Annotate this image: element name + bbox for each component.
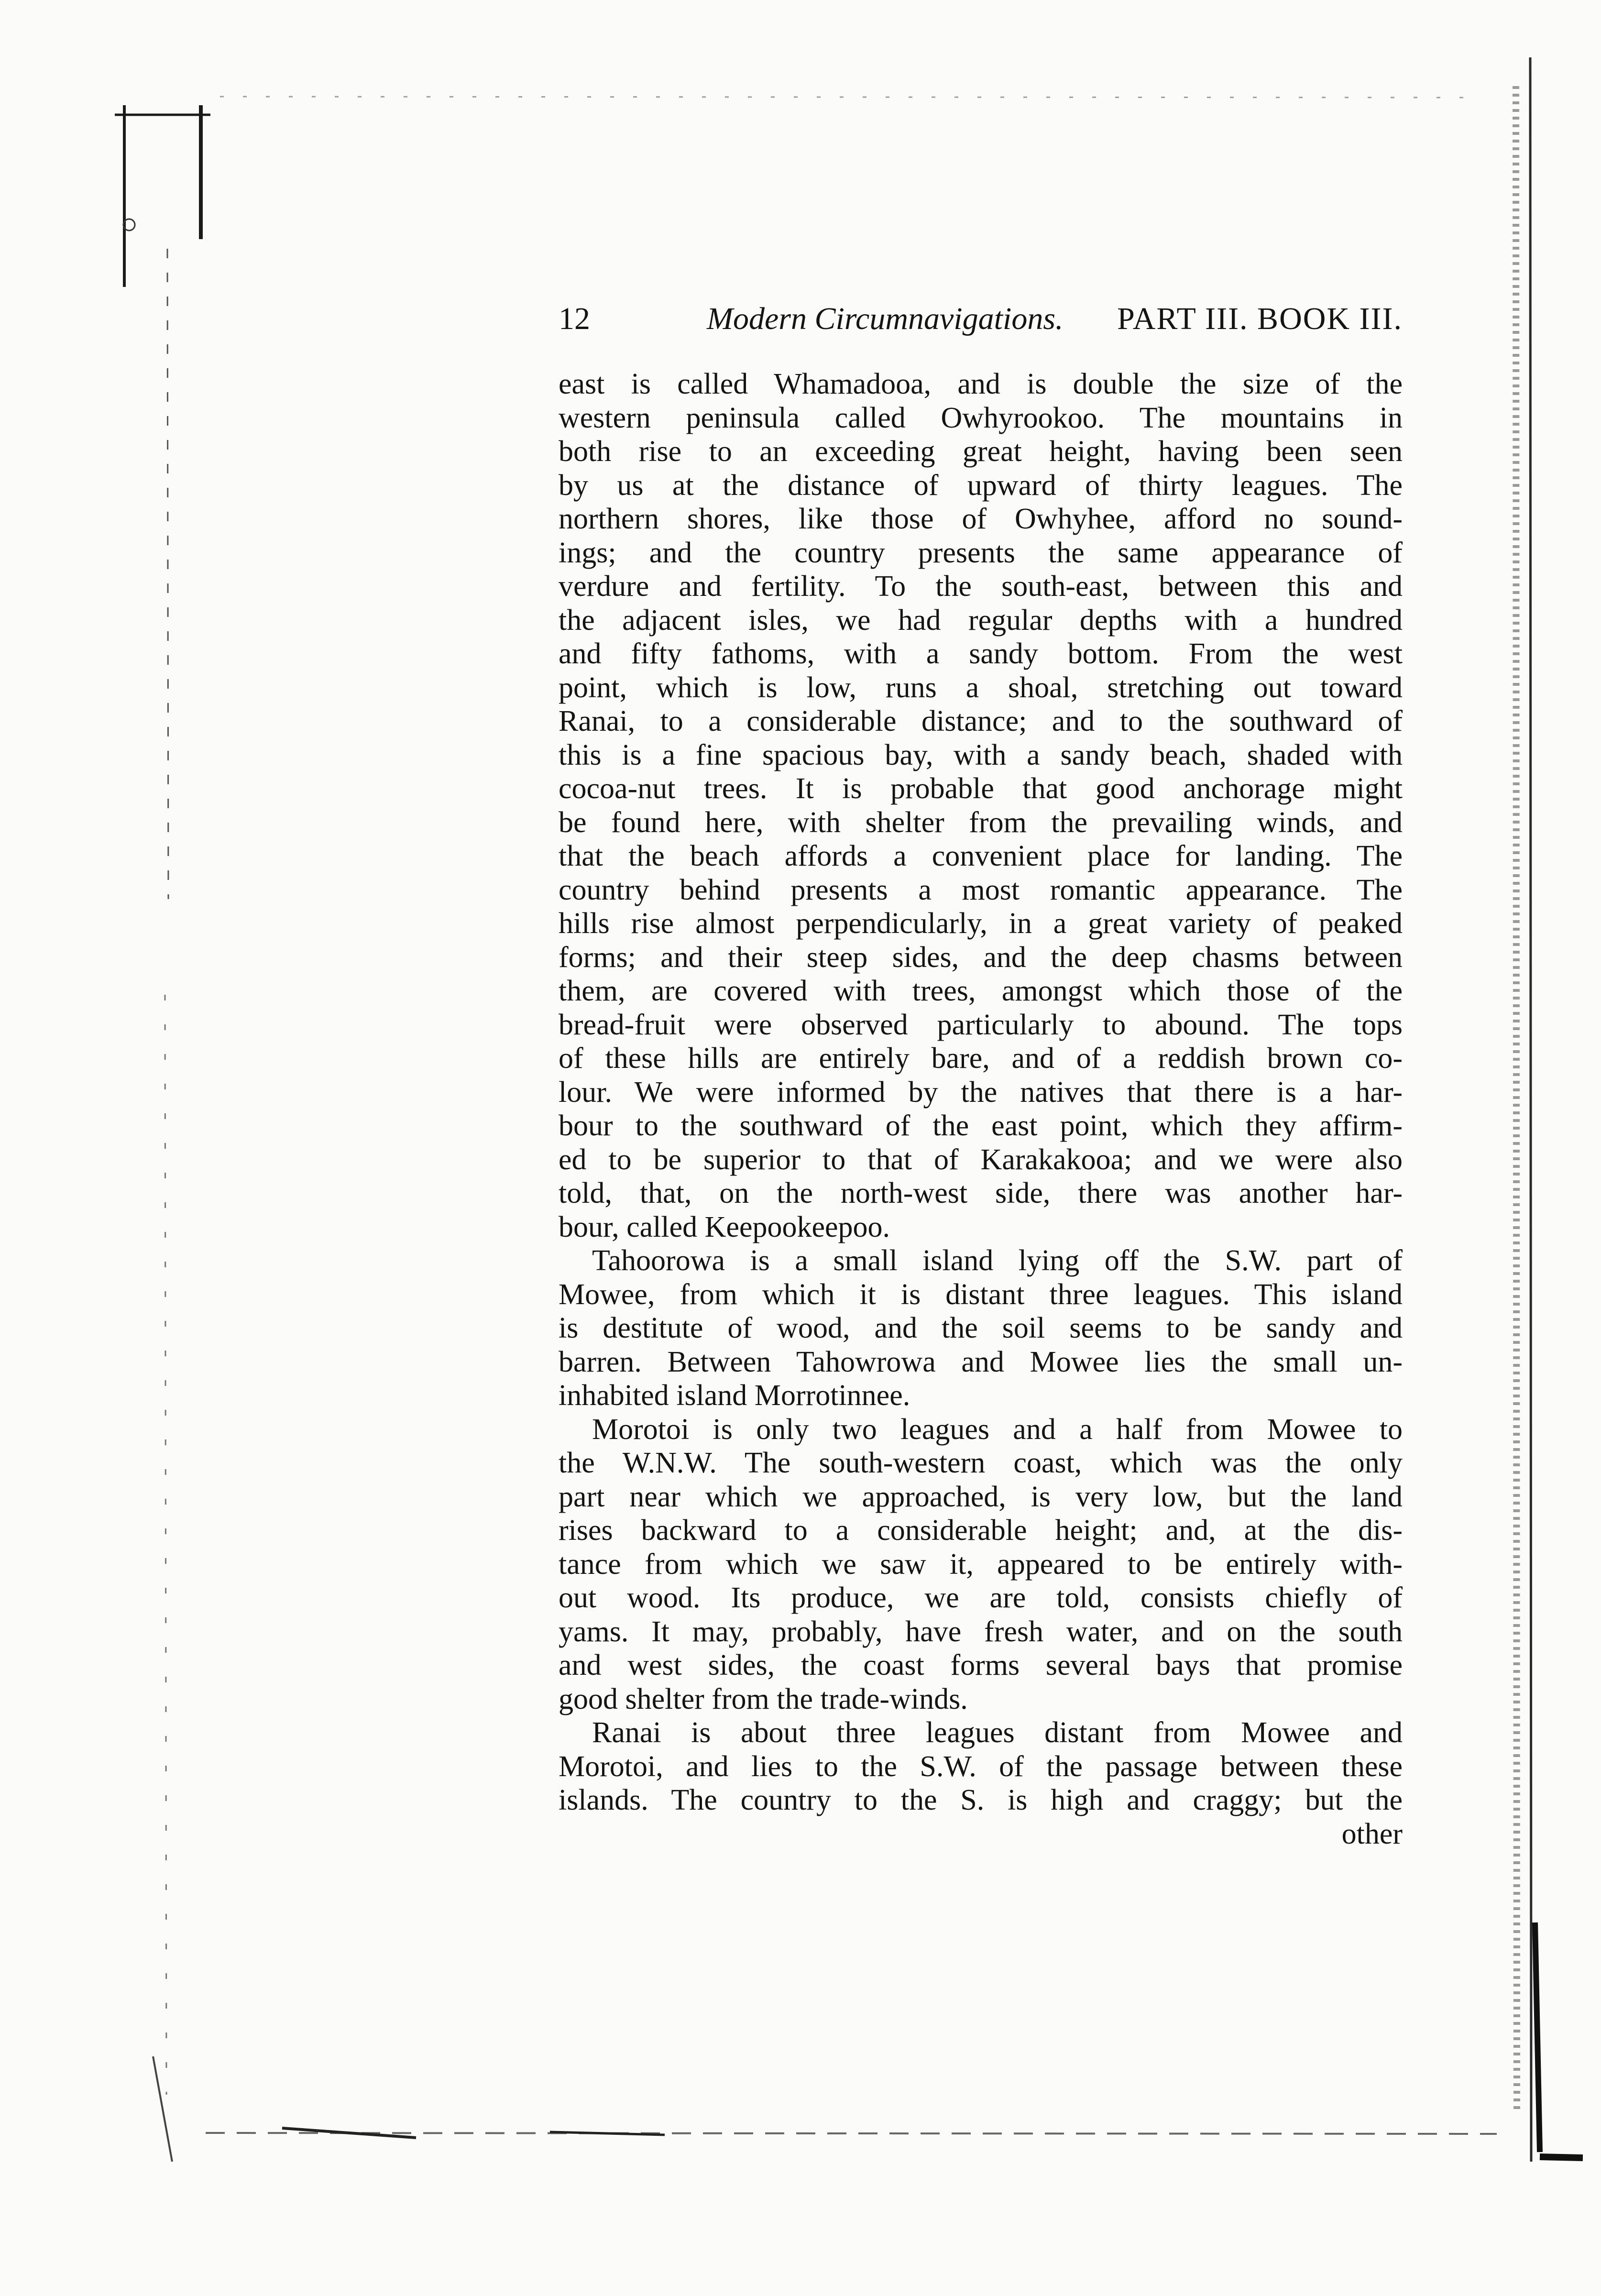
text-line: be found here, with shelter from the prevailing winds, and bbox=[559, 806, 1403, 839]
text-line: northern shores, like those of Owhyhee, afford no sound- bbox=[559, 503, 1403, 535]
text-line: good shelter from the trade-winds. bbox=[559, 1682, 968, 1715]
text-line: Morotoi is only two leagues and a half from Mowee to bbox=[592, 1413, 1403, 1446]
text-line: them, are covered with trees, amongst which those of the bbox=[559, 975, 1403, 1007]
text-line: verdure and fertility. To the south-east, between this and bbox=[559, 570, 1403, 603]
text-line: bour, called Keepookeepoo. bbox=[559, 1210, 890, 1243]
text-line: of these hills are entirely bare, and of a reddish brown co- bbox=[559, 1042, 1403, 1075]
text-line: tance from which we saw it, appeared to be entirely with- bbox=[559, 1548, 1403, 1581]
text-line: part near which we approached, is very low, but the land bbox=[559, 1480, 1403, 1513]
text-line: the adjacent isles, we had regular depths with a hundred bbox=[559, 604, 1403, 637]
text-line: this is a fine spacious bay, with a sandy beach, shaded with bbox=[559, 738, 1403, 771]
text-line: country behind presents a most romantic appearance. The bbox=[559, 873, 1403, 906]
scan-edge-bottom bbox=[206, 2104, 1592, 2162]
text-line: rises backward to a considerable height; and, at the dis- bbox=[559, 1514, 1403, 1547]
text-line: and fifty fathoms, with a sandy bottom. From the west bbox=[559, 637, 1403, 670]
text-line: both rise to an exceeding great height, having been seen bbox=[559, 435, 1403, 468]
text-line: barren. Between Tahowrowa and Mowee lies the small un- bbox=[559, 1345, 1403, 1378]
text-line: inhabited island Morrotinnee. bbox=[559, 1379, 910, 1412]
text-line: hills rise almost perpendicularly, in a great variety of peaked bbox=[559, 907, 1403, 940]
part-book-reference: PART III. BOOK III. bbox=[1117, 301, 1403, 336]
text-line: yams. It may, probably, have fresh water, and on the south bbox=[559, 1615, 1403, 1648]
text-line: cocoa-nut trees. It is probable that good anchorage might bbox=[559, 772, 1403, 805]
text-line: ings; and the country presents the same appearance of bbox=[559, 536, 1403, 569]
text-line: Tahoorowa is a small island lying off the S.W. part of bbox=[592, 1244, 1403, 1277]
text-line: bour to the southward of the east point, which they affirm- bbox=[559, 1110, 1403, 1142]
scan-edge-left bbox=[115, 86, 220, 2181]
scan-edge-top bbox=[220, 91, 1463, 105]
text-line: east is called Whamadooa, and is double the size of the bbox=[559, 368, 1403, 400]
text-line: out wood. Its produce, we are told, consists chiefly of bbox=[559, 1582, 1403, 1614]
text-line: Ranai is about three leagues distant from Mowee and bbox=[592, 1716, 1403, 1749]
text-line: lour. We were informed by the natives that there is a har- bbox=[559, 1076, 1403, 1109]
catchword: other bbox=[1341, 1817, 1403, 1850]
text-line: the W.N.W. The south-western coast, which was the only bbox=[559, 1447, 1403, 1479]
running-header bbox=[559, 297, 1403, 341]
text-line: Morotoi, and lies to the S.W. of the passage between these bbox=[559, 1750, 1403, 1783]
text-line: and west sides, the coast forms several bays that promise bbox=[559, 1649, 1403, 1681]
text-line: western peninsula called Owhyrookoo. The mountains in bbox=[559, 401, 1403, 434]
text-line: islands. The country to the S. is high and craggy; but the bbox=[559, 1784, 1403, 1816]
text-line: Ranai, to a considerable distance; and to the southward of bbox=[559, 705, 1403, 737]
text-line: ed to be superior to that of Karakakooa; and we were also bbox=[559, 1143, 1403, 1176]
text-line: by us at the distance of upward of thirty leagues. The bbox=[559, 469, 1403, 502]
text-line: bread-fruit were observed particularly to abound. The tops bbox=[559, 1008, 1403, 1041]
body-text bbox=[559, 367, 1403, 1851]
text-line: Mowee, from which it is distant three leagues. This island bbox=[559, 1278, 1403, 1311]
page-number: 12 bbox=[559, 301, 590, 336]
text-line: is destitute of wood, and the soil seems to be sandy and bbox=[559, 1312, 1403, 1344]
running-title: Modern Circumnavigations. bbox=[707, 301, 1064, 336]
scan-edge-right bbox=[1487, 57, 1583, 2209]
text-line: forms; and their steep sides, and the deep chasms between bbox=[559, 941, 1403, 974]
text-line: that the beach affords a convenient place for landing. The bbox=[559, 840, 1403, 872]
text-line: told, that, on the north-west side, there was another har- bbox=[559, 1177, 1403, 1209]
text-line: point, which is low, runs a shoal, stretching out toward bbox=[559, 671, 1403, 704]
